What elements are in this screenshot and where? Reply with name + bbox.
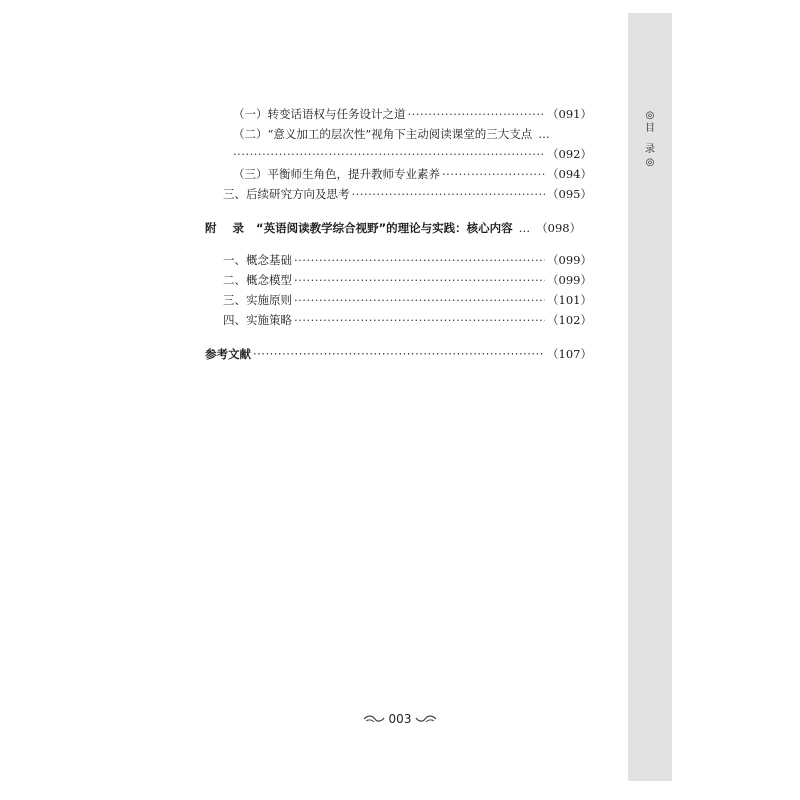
- toc-entry[interactable]: [205, 104, 592, 124]
- toc-references-heading[interactable]: [205, 344, 592, 364]
- toc-entry[interactable]: [205, 164, 592, 184]
- toc-page-number: （102）: [547, 313, 592, 327]
- toc-page-number: （101）: [547, 293, 592, 307]
- toc-page-number: （092）: [547, 147, 592, 161]
- toc-entry-label: （一）转变话语权与任务设计之道: [233, 107, 406, 121]
- toc-page-number: （098）: [536, 221, 582, 235]
- circle-ornament-icon: ◎: [645, 110, 655, 121]
- toc-appendix-heading[interactable]: [205, 218, 592, 238]
- ellipsis: …: [518, 221, 531, 235]
- dot-leader: [352, 184, 546, 204]
- toc-page-number: （091）: [547, 107, 592, 121]
- page-number: 003: [388, 712, 412, 726]
- toc-entry[interactable]: [205, 250, 592, 270]
- dot-leader: [253, 344, 545, 364]
- dot-leader: [294, 250, 545, 270]
- toc-page-number: （099）: [547, 253, 592, 267]
- toc-entry-label: “英语阅读教学综合视野”的理论与实践：核心内容: [256, 221, 513, 235]
- dot-leader: [442, 164, 545, 184]
- side-title: [628, 109, 672, 169]
- toc-entry-label: 四、实施策略: [223, 313, 292, 327]
- dot-leader: [294, 290, 545, 310]
- toc-entry[interactable]: [205, 124, 592, 144]
- left-flourish-icon: [363, 714, 385, 724]
- toc-entry-label: （二）“意义加工的层次性”视角下主动阅读课堂的三大支点: [233, 127, 533, 141]
- toc-entry-label: 三、实施原则: [223, 293, 292, 307]
- toc-entry-continuation[interactable]: [205, 144, 592, 164]
- toc-entry[interactable]: [205, 290, 592, 310]
- dot-leader: [233, 144, 545, 164]
- toc-entry-label: 一、概念基础: [223, 253, 292, 267]
- toc-page-number: （094）: [547, 167, 592, 181]
- right-flourish-icon: [415, 714, 437, 724]
- ellipsis: …: [538, 127, 550, 141]
- toc-entry-label: 参考文献: [205, 347, 251, 361]
- dot-leader: [408, 104, 546, 124]
- toc-entry-label: （三）平衡师生角色，提升教师专业素养: [233, 167, 440, 181]
- toc-entry[interactable]: [205, 270, 592, 290]
- page-footer: [0, 712, 800, 726]
- toc-entry-label: 三、后续研究方向及思考: [223, 187, 350, 201]
- table-of-contents: [205, 104, 592, 364]
- side-tab: [628, 13, 672, 781]
- toc-page-number: （099）: [547, 273, 592, 287]
- toc-page-number: （107）: [547, 347, 592, 361]
- dot-leader: [294, 310, 545, 330]
- toc-entry[interactable]: [205, 184, 592, 204]
- appendix-tag: 附 录: [205, 221, 251, 235]
- toc-page-number: （095）: [547, 187, 592, 201]
- side-title-char: 目: [645, 123, 655, 134]
- dot-leader: [294, 270, 545, 290]
- circle-ornament-icon: ◎: [645, 157, 655, 168]
- toc-entry-label: 二、概念模型: [223, 273, 292, 287]
- toc-entry[interactable]: [205, 310, 592, 330]
- side-title-char: 录: [645, 144, 655, 155]
